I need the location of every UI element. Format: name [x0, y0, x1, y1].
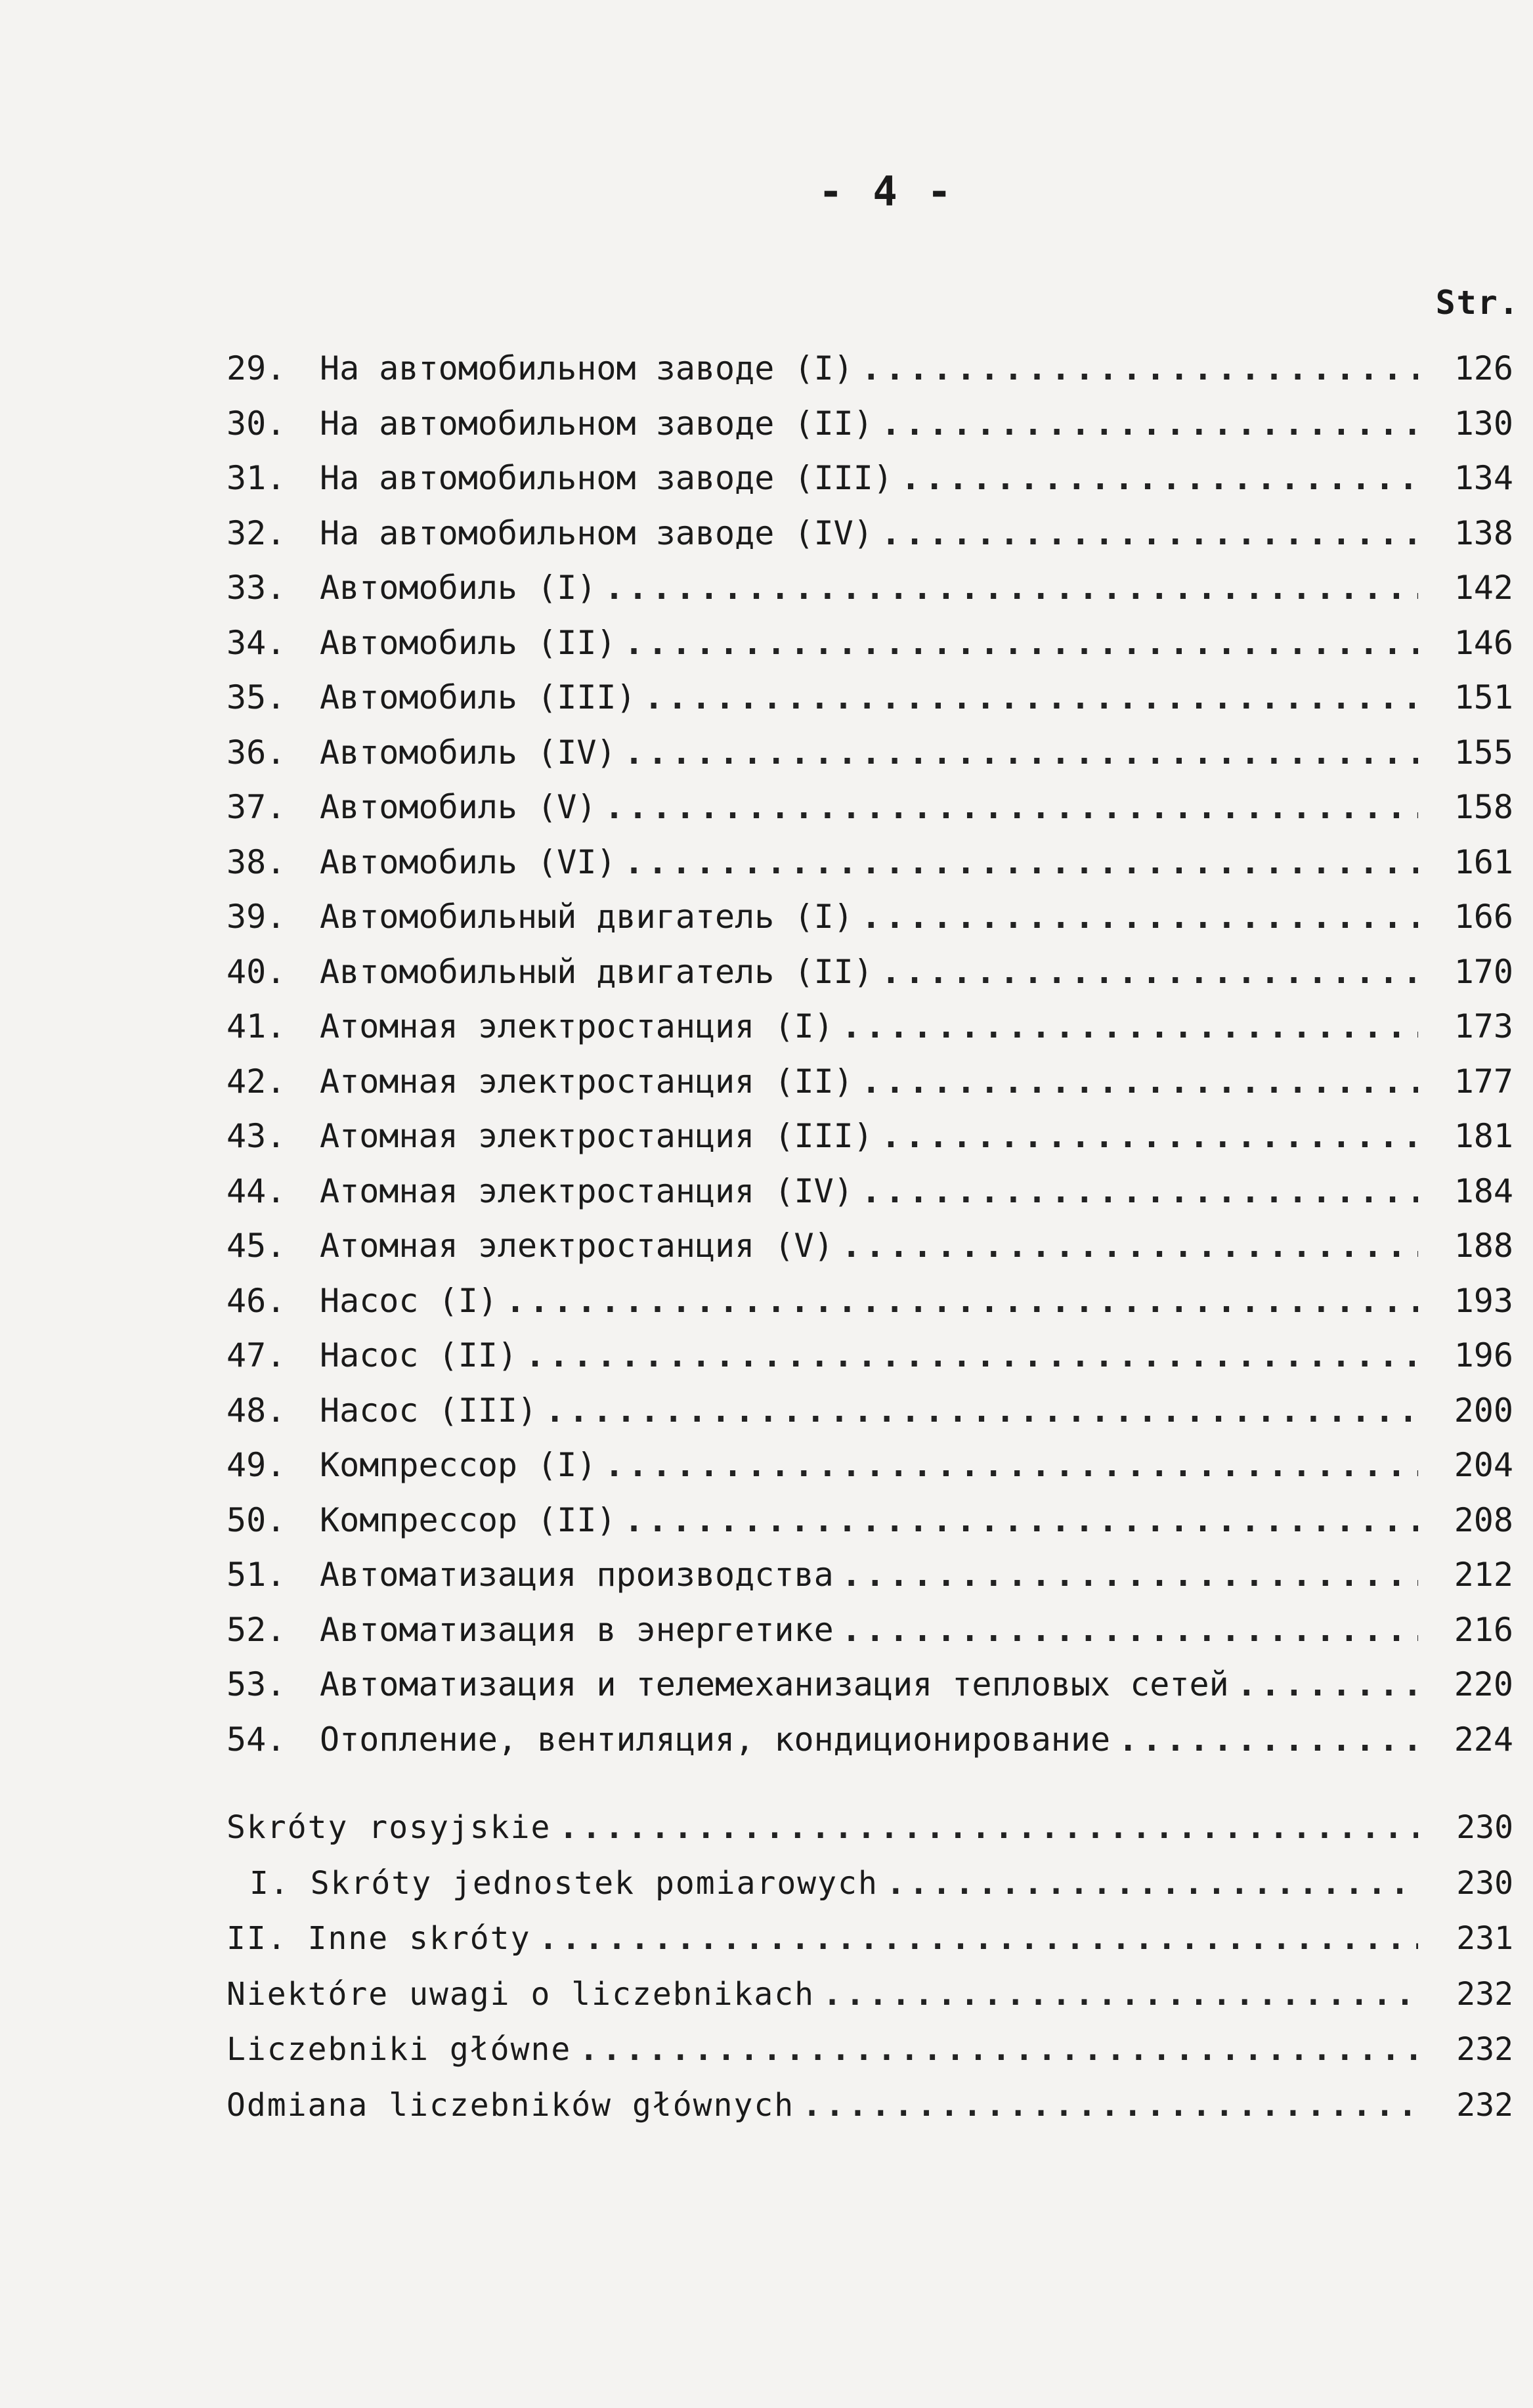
entry-page: 196 [1454, 1336, 1513, 1374]
entry-title: На автомобильном заводе (I) [320, 349, 853, 387]
entry-title: Автоматизация производства [320, 1556, 834, 1594]
entry-number: 47. [227, 1336, 286, 1374]
entry-title: Автомобиль (II) [320, 623, 616, 662]
entry-page: 220 [1454, 1665, 1513, 1703]
table-of-contents [227, 349, 1513, 1775]
dot-leader [604, 1446, 1418, 1484]
entry-page: 232 [1456, 2031, 1513, 2068]
entry-page: 146 [1454, 623, 1513, 662]
dot-leader [886, 1865, 1418, 1902]
entry-title: Автомобиль (I) [320, 569, 597, 607]
toc-entry [227, 898, 1513, 953]
dot-leader [861, 1062, 1418, 1101]
entry-title: Атомная электростанция (IV) [320, 1171, 853, 1210]
toc-entry [227, 843, 1513, 898]
appendix-entry [227, 1976, 1513, 2032]
entry-number: 49. [227, 1446, 286, 1484]
toc-entry [227, 1336, 1513, 1391]
entry-page: 208 [1454, 1500, 1513, 1539]
entry-number: 50. [227, 1500, 286, 1539]
entry-title: Насос (II) [320, 1336, 518, 1374]
entry-title: Насос (III) [320, 1391, 538, 1430]
entry-title: Niektóre uwagi o liczebnikach [227, 1975, 815, 2013]
entry-title: Насос (I) [320, 1281, 498, 1320]
entry-title: II. Inne skróty [227, 1920, 531, 1957]
entry-page: 161 [1454, 843, 1513, 881]
entry-title: Атомная электростанция (II) [320, 1062, 853, 1101]
entry-title: На автомобильном заводе (III) [320, 459, 893, 497]
appendix-entry [227, 2087, 1513, 2143]
toc-entry [227, 1062, 1513, 1118]
entry-page: 158 [1454, 788, 1513, 826]
entry-title: Автомобиль (V) [320, 788, 597, 826]
dot-leader [861, 898, 1418, 936]
dot-leader [545, 1391, 1418, 1430]
toc-entry [227, 953, 1513, 1008]
page-column-header: Str. [1435, 284, 1520, 322]
entry-title: Атомная электростанция (V) [320, 1227, 834, 1265]
entry-title: Автомобильный двигатель (I) [320, 898, 853, 936]
appendix-entry [227, 2031, 1513, 2087]
entry-title: Автомобильный двигатель (II) [320, 952, 873, 991]
dot-leader [624, 843, 1418, 881]
dot-leader [624, 624, 1418, 662]
entry-number: 44. [227, 1171, 286, 1210]
entry-number: 46. [227, 1281, 286, 1320]
entry-page: 138 [1454, 514, 1513, 552]
entry-page: 181 [1454, 1117, 1513, 1155]
dot-leader [604, 788, 1418, 826]
toc-entry [227, 1501, 1513, 1556]
toc-entry [227, 514, 1513, 569]
entry-title: Автомобиль (III) [320, 678, 636, 716]
toc-entry [227, 1172, 1513, 1227]
toc-entry [227, 349, 1513, 405]
toc-entry [227, 624, 1513, 679]
toc-entry [227, 1665, 1513, 1720]
toc-entry [227, 678, 1513, 733]
toc-entry [227, 1556, 1513, 1611]
entry-number: 35. [227, 678, 286, 716]
entry-page: 151 [1454, 678, 1513, 716]
entry-number: 31. [227, 459, 286, 497]
toc-entry [227, 788, 1513, 843]
dot-leader [842, 1556, 1418, 1594]
entry-page: 155 [1454, 733, 1513, 772]
entry-page: 230 [1456, 1864, 1513, 1902]
entry-title: На автомобильном заводе (II) [320, 404, 873, 443]
entry-title: Автомобиль (VI) [320, 843, 616, 881]
entry-title: Отопление, вентиляция, кондиционирование [320, 1720, 1111, 1759]
entry-number: 53. [227, 1665, 286, 1703]
dot-leader [604, 569, 1418, 607]
toc-entry [227, 405, 1513, 460]
entry-title: Атомная электростанция (III) [320, 1117, 873, 1155]
entry-page: 193 [1454, 1281, 1513, 1320]
toc-entry [227, 1391, 1513, 1447]
entry-title: Skróty rosyjskie [227, 1809, 551, 1846]
toc-entry [227, 1117, 1513, 1172]
dot-leader [624, 733, 1418, 772]
entry-page: 224 [1454, 1720, 1513, 1759]
toc-entry [227, 1720, 1513, 1776]
entry-title: На автомобильном заводе (IV) [320, 514, 873, 552]
entry-page: 126 [1454, 349, 1513, 387]
dot-leader [842, 1007, 1418, 1045]
dot-leader [881, 953, 1418, 991]
entry-page: 216 [1454, 1610, 1513, 1649]
entry-number: 43. [227, 1117, 286, 1155]
dot-leader [901, 459, 1418, 497]
entry-page: 170 [1454, 952, 1513, 991]
entry-number: 51. [227, 1556, 286, 1594]
entry-page: 166 [1454, 898, 1513, 936]
entry-number: 36. [227, 733, 286, 772]
entry-title: I. Skróty jednostek pomiarowych [249, 1864, 878, 1902]
dot-leader [559, 1809, 1418, 1846]
dot-leader [538, 1920, 1418, 1957]
dot-leader [579, 2031, 1418, 2068]
dot-leader [842, 1611, 1418, 1649]
entry-number: 42. [227, 1062, 286, 1101]
dot-leader [881, 405, 1418, 443]
dot-leader [802, 2087, 1418, 2124]
toc-entry [227, 1611, 1513, 1666]
entry-page: 230 [1456, 1809, 1513, 1846]
entry-title: Компрессор (II) [320, 1500, 616, 1539]
entry-title: Odmiana liczebników głównych [227, 2086, 795, 2124]
toc-entry [227, 1282, 1513, 1337]
entry-number: 52. [227, 1610, 286, 1649]
dot-leader [525, 1336, 1418, 1374]
entry-page: 232 [1456, 2086, 1513, 2124]
entry-page: 200 [1454, 1391, 1513, 1430]
dot-leader [506, 1282, 1418, 1320]
entry-title: Автомобиль (IV) [320, 733, 616, 772]
entry-number: 37. [227, 788, 286, 826]
entry-page: 134 [1454, 459, 1513, 497]
entry-number: 34. [227, 623, 286, 662]
entry-title: Автоматизация и телемеханизация тепловых сетей [320, 1665, 1229, 1703]
entry-title: Liczebniki główne [227, 2031, 572, 2068]
entry-number: 54. [227, 1720, 286, 1759]
entry-number: 30. [227, 404, 286, 443]
entry-page: 177 [1454, 1062, 1513, 1101]
entry-page: 231 [1456, 1920, 1513, 1957]
appendix-entry [227, 1865, 1513, 1921]
entry-page: 142 [1454, 569, 1513, 607]
toc-entry [227, 1007, 1513, 1062]
dot-leader [1118, 1720, 1418, 1759]
appendix-contents [227, 1809, 1513, 2142]
entry-page: 188 [1454, 1227, 1513, 1265]
dot-leader [881, 514, 1418, 552]
toc-entry [227, 1446, 1513, 1501]
toc-entry [227, 459, 1513, 514]
entry-page: 212 [1454, 1556, 1513, 1594]
entry-number: 41. [227, 1007, 286, 1045]
dot-leader [644, 678, 1418, 716]
entry-number: 45. [227, 1227, 286, 1265]
entry-title: Автоматизация в энергетике [320, 1610, 834, 1649]
toc-entry [227, 733, 1513, 789]
toc-entry [227, 1227, 1513, 1282]
dot-leader [624, 1501, 1418, 1539]
page-number: - 4 - [818, 167, 955, 215]
appendix-entry [227, 1809, 1513, 1865]
entry-number: 29. [227, 349, 286, 387]
toc-entry [227, 569, 1513, 624]
entry-number: 40. [227, 952, 286, 991]
entry-page: 184 [1454, 1171, 1513, 1210]
dot-leader [842, 1227, 1418, 1265]
entry-number: 38. [227, 843, 286, 881]
entry-title: Компрессор (I) [320, 1446, 597, 1484]
entry-number: 48. [227, 1391, 286, 1430]
entry-number: 39. [227, 898, 286, 936]
entry-page: 130 [1454, 404, 1513, 443]
entry-page: 173 [1454, 1007, 1513, 1045]
entry-page: 204 [1454, 1446, 1513, 1484]
dot-leader [861, 1172, 1418, 1210]
appendix-entry [227, 1920, 1513, 1976]
dot-leader [881, 1117, 1418, 1155]
dot-leader [861, 349, 1418, 387]
entry-number: 32. [227, 514, 286, 552]
entry-title: Атомная электростанция (I) [320, 1007, 834, 1045]
entry-page: 232 [1456, 1975, 1513, 2013]
entry-number: 33. [227, 569, 286, 607]
dot-leader [823, 1976, 1418, 2013]
dot-leader [1237, 1665, 1418, 1703]
